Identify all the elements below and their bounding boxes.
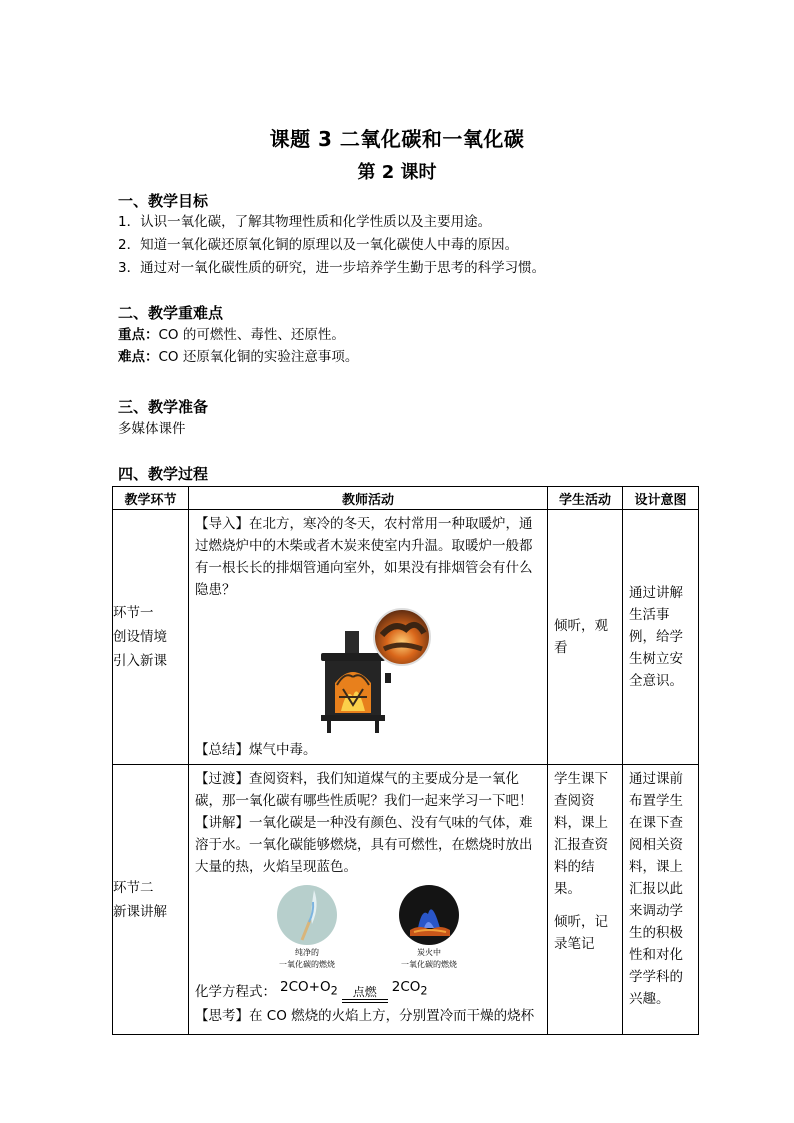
think-tag: 【思考】 (195, 1007, 249, 1024)
chemical-equation (189, 972, 547, 1003)
think-text: 在 CO 燃烧的火焰上方，分别置冷而干燥的烧杯 (249, 1007, 535, 1024)
stage-1-line-2: 创设情境 (113, 629, 167, 645)
stage-2-line-2: 新课讲解 (113, 903, 167, 920)
pure-co-flame (276, 884, 338, 972)
col-header-intent: 设计意图 (623, 487, 699, 510)
prep-text: 多媒体课件 (118, 421, 186, 437)
equation-arrow (342, 986, 388, 1003)
equation-right: $2CO_2$ (391, 979, 428, 998)
explain-text: 一氧化碳是一种没有颜色、没有气味的气体，难溶于水。一氧化碳能够燃烧，具有可燃性，在燃烧时放出大量的热，火焰呈现蓝色。 (195, 815, 533, 875)
pure-co-caption-2: 一氧化碳的燃烧 (279, 960, 335, 969)
summary-tag: 【总结】 (195, 742, 249, 758)
table-row (113, 510, 699, 765)
transition-tag: 【过渡】 (195, 771, 249, 787)
pure-co-caption-1: 纯净的 (295, 948, 319, 957)
student-activity-2a: 学生课下查阅资料，课上汇报查资料的结果。 (554, 771, 608, 897)
process-heading: 四、教学过程 (118, 465, 209, 483)
hard-point-text: CO 还原氧化铜的实验注意事项。 (158, 349, 359, 365)
key-point (118, 324, 345, 346)
col-header-student: 学生活动 (548, 487, 623, 510)
transition-text: 查阅资料，我们知道煤气的主要成分是一氧化碳，那一氧化碳有哪些性质呢？我们一起来学习一下吧！ (195, 771, 533, 809)
student-activity-1: 倾听，观看 (554, 618, 608, 656)
prep-heading: 三、教学准备 (118, 398, 209, 416)
charcoal-co-flame-image (398, 884, 460, 946)
hard-point-label: 难点： (118, 349, 159, 365)
teacher-cell-1 (189, 510, 548, 765)
equation-condition: 点燃 (352, 984, 377, 999)
charcoal-co-caption-2: 一氧化碳的燃烧 (401, 960, 457, 969)
summary-text: 煤气中毒。 (249, 742, 317, 758)
stage-cell-1 (113, 510, 189, 765)
equation-left: $2CO+O_2$ (280, 979, 338, 998)
process-table (112, 486, 699, 1035)
keypoints-heading: 二、教学重难点 (118, 304, 224, 322)
stove-illustration (189, 601, 547, 737)
design-intent-1: 通过讲解生活事例，给学生树立安全意识。 (629, 585, 683, 689)
document-title: 课题 3 二氧化碳和一氧化碳 (269, 127, 525, 151)
teacher-cell-2 (189, 765, 548, 1035)
equation-label: 化学方程式： (195, 983, 276, 1000)
student-activity-2b: 倾听，记录笔记 (554, 914, 608, 952)
fire-closeup-image (372, 607, 432, 667)
table-row (113, 765, 699, 1035)
stove-image (189, 601, 548, 737)
goal-item-3: 3．通过对一氧化碳性质的研究，进一步培养学生勤于思考的科学习惯。 (118, 260, 546, 276)
key-point-text: CO 的可燃性、毒性、还原性。 (158, 327, 345, 343)
col-header-stage: 教学环节 (113, 487, 189, 510)
stage-cell-2 (113, 765, 189, 1035)
stage-1-line-1: 环节一 (113, 605, 154, 621)
document-subtitle: 第 2 课时 (357, 162, 437, 183)
intro-tag: 【导入】 (195, 516, 249, 532)
charcoal-co-flame (398, 884, 460, 972)
col-header-teacher: 教师活动 (189, 487, 548, 510)
goal-item-1: 1．认识一氧化碳，了解其物理性质和化学性质以及主要用途。 (118, 214, 492, 230)
hard-point (118, 346, 358, 368)
table-header-row (113, 487, 699, 510)
student-cell-2 (548, 765, 623, 1035)
explain-tag: 【讲解】 (195, 815, 249, 831)
student-cell-1 (548, 510, 623, 765)
goal-item-2: 2．知道一氧化碳还原氧化铜的原理以及一氧化碳使人中毒的原因。 (118, 237, 519, 253)
key-point-label: 重点： (118, 327, 159, 343)
intro-text: 在北方，寒冷的冬天，农村常用一种取暖炉，通过燃烧炉中的木柴或者木炭来使室内升温。取暖炉一般都有一根长长的排烟管通向室外，如果没有排烟管会有什么隐患？ (195, 516, 533, 598)
design-intent-2: 通过课前布置学生在课下查阅相关资料，课上汇报以此来调动学生的积极性和对化学学科的兴趣。 (629, 771, 683, 1007)
stage-1-line-3: 引入新课 (113, 653, 167, 669)
intent-cell-1 (623, 510, 699, 765)
pure-co-flame-image (276, 884, 338, 946)
charcoal-co-caption-1: 炭火中 (417, 948, 441, 957)
intent-cell-2 (623, 765, 699, 1035)
stage-2-line-1: 环节二 (113, 879, 154, 896)
flame-illustrations (189, 884, 547, 972)
goals-heading: 一、教学目标 (118, 192, 209, 210)
